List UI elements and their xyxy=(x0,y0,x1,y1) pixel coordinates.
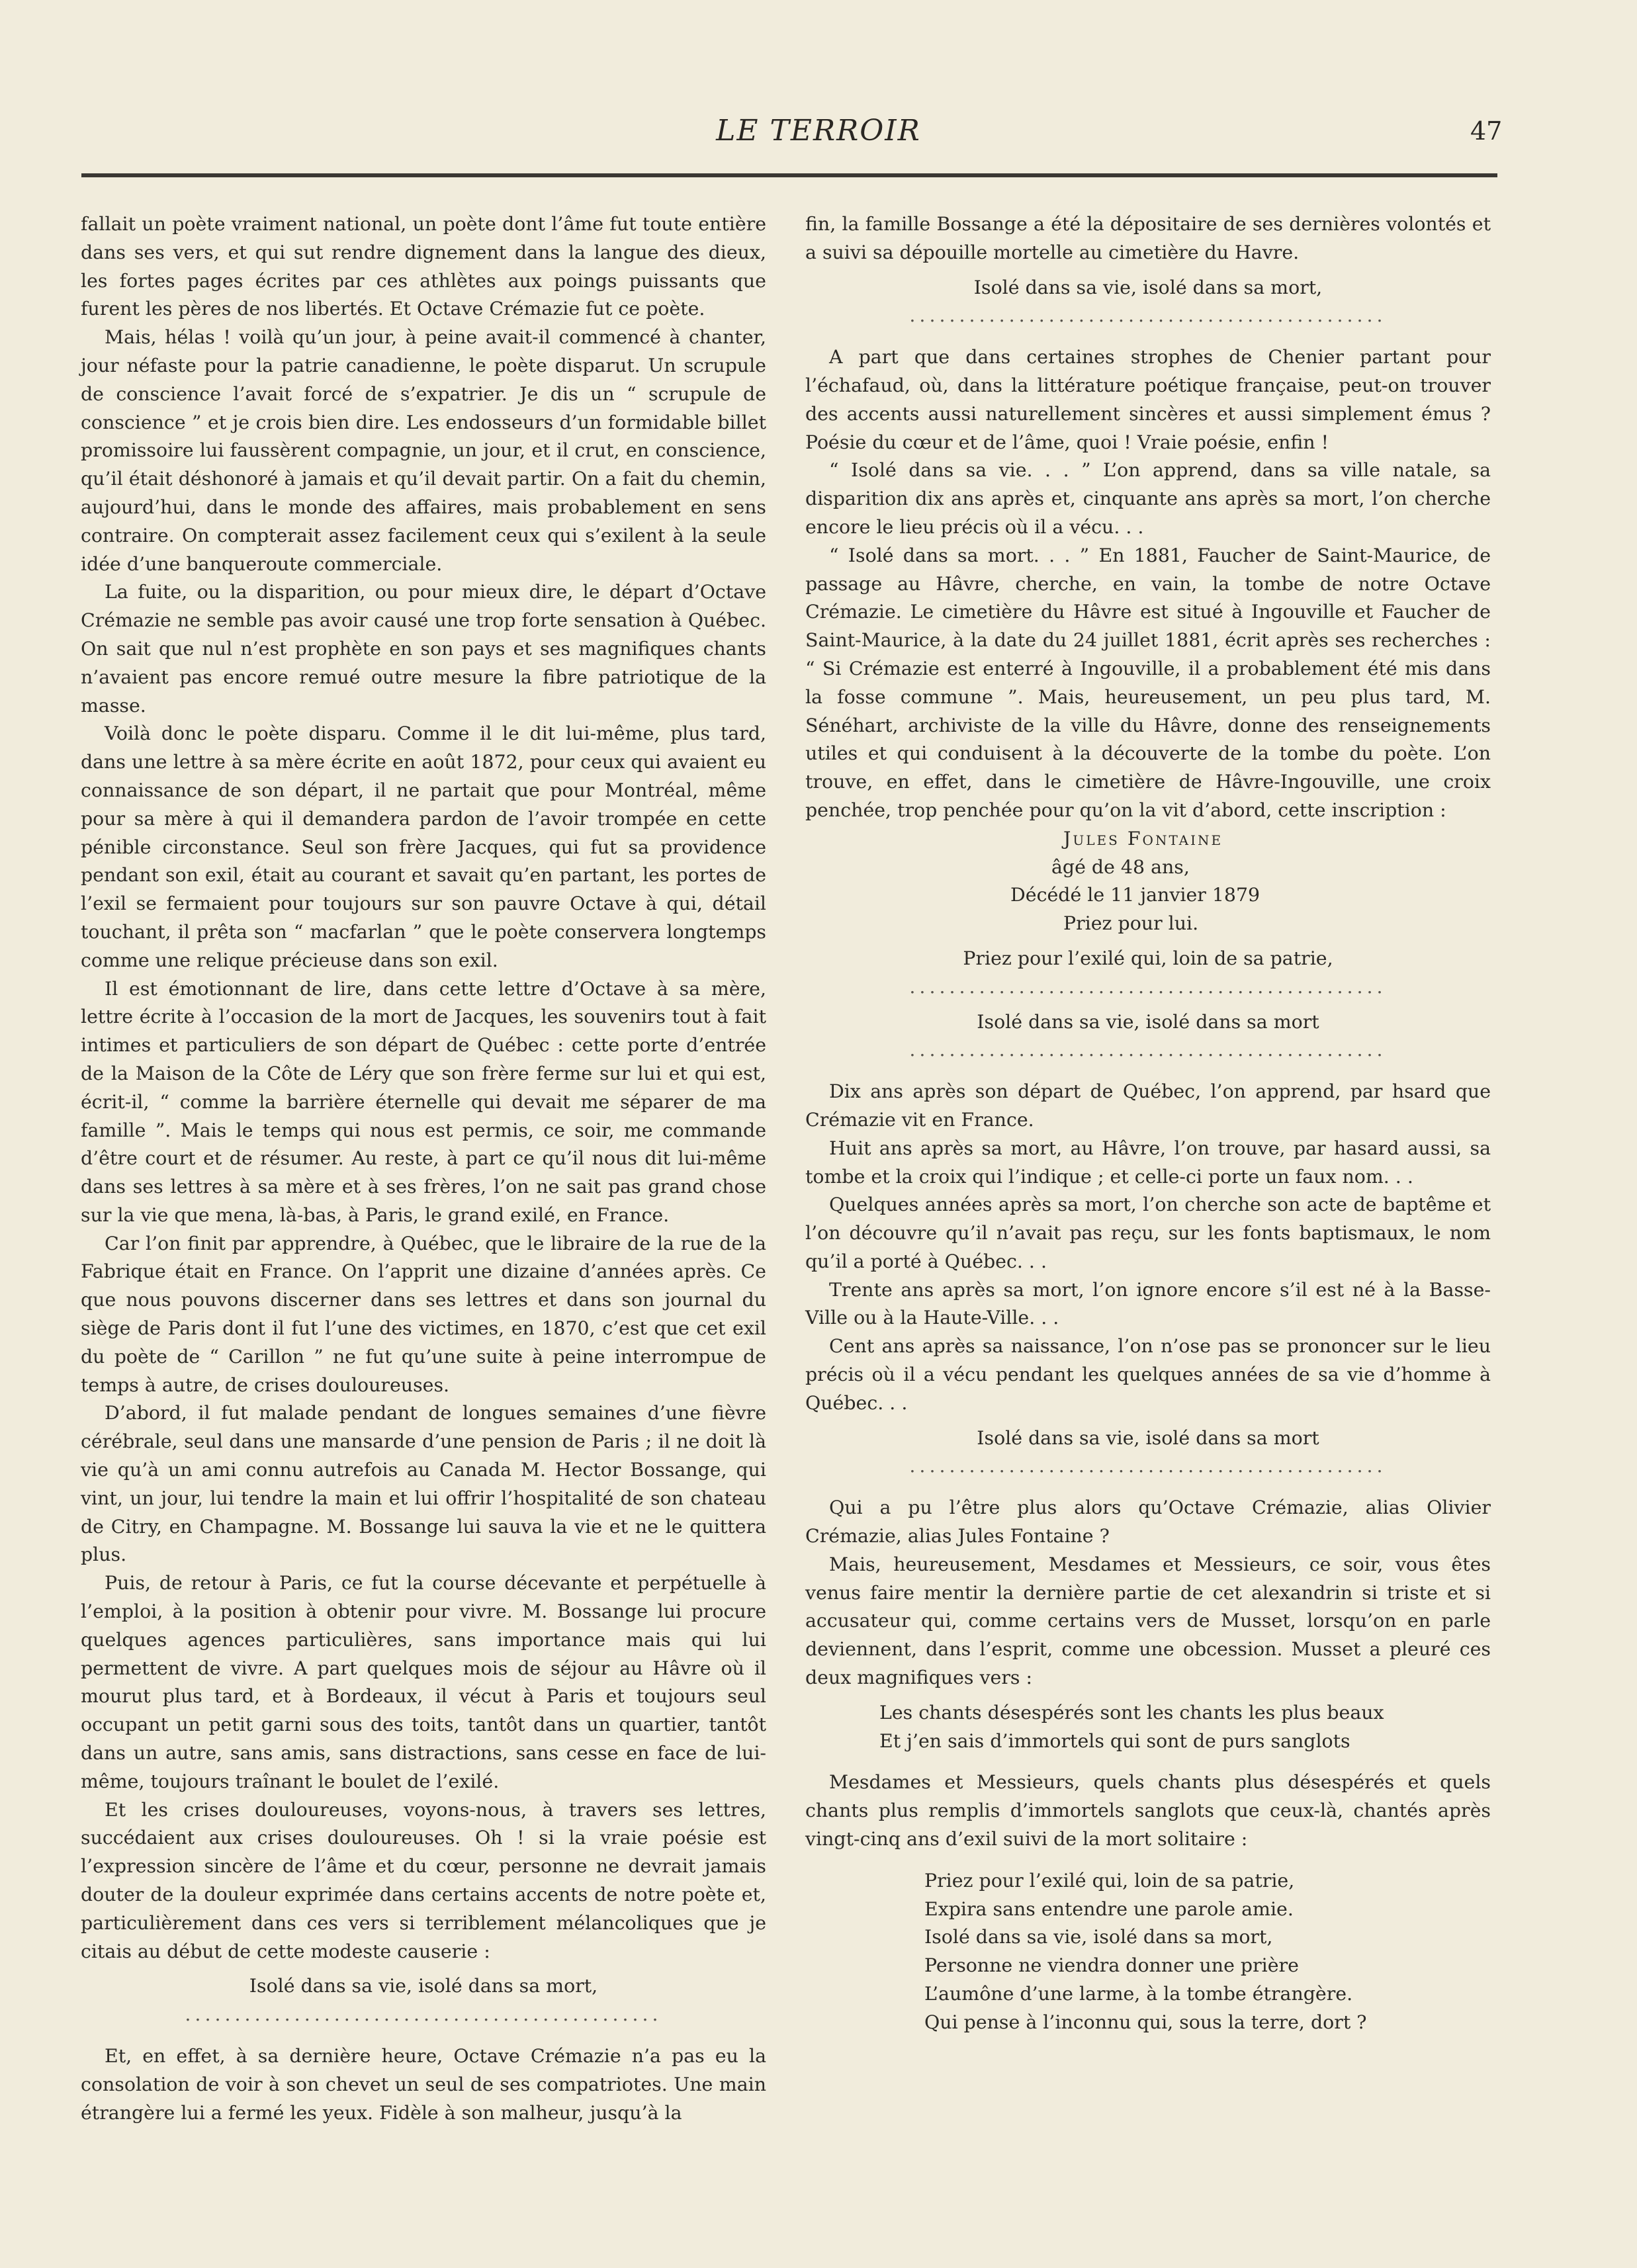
paragraph: Qui a pu l’être plus alors qu’Octave Crémazie, alias Olivier Crémazie, alias Jules Fontaine ? xyxy=(805,1497,1491,1548)
closing-poem xyxy=(805,1867,1491,2037)
poem-line: Personne ne viendra donner une prière xyxy=(924,1954,1299,1977)
inscription-line: Décédé le 11 janvier 1879 xyxy=(1010,884,1261,906)
running-title: LE TERROIR xyxy=(716,114,921,148)
header-rule xyxy=(81,173,1497,177)
paragraph: Et les crises douloureuses, voyons-nous, à travers ses lettres, succédaient aux crises douloureuses. Oh ! si la vraie poésie est l’expression sincère de l’âme et du cœur, personne ne devrait jamais douter de la douleur exprimée dans certains accents de notre poète et, particulièrement dans ces vers si terriblement mélancoliques que je citais au début de cette modeste causerie : xyxy=(81,1798,766,1962)
ellipsis-row: ................................................ xyxy=(909,1455,1387,1477)
paragraph: Car l’on finit par apprendre, à Québec, que le libraire de la rue de la Fabrique était en France. On l’apprit une dizaine d’années après. Ce que nous pouvons discerner dans ses lettres et dans son journal du siège de Paris dont il fut l’une des victimes, en 1870, c’est que cet exil du poète de “ Carillon ” ne fut qu’une suite à peine interrompue de temps à autre, de crises douloureuses. xyxy=(81,1232,766,1396)
poem-line: L’aumône d’une larme, à la tombe étrangère. xyxy=(924,1983,1353,2005)
page-number: 47 xyxy=(1470,116,1503,146)
paragraph: Il est émotionnant de lire, dans cette lettre d’Octave à sa mère, lettre écrite à l’occasion de la mort de Jacques, les souvenirs tout à fait intimes et particuliers de son départ de Québec : cette porte d’entrée de la Maison de la Côte de Léry que son frère ferme sur lui et qui est, écrit-il, “ comme la barrière éternelle qui devait me séparer de ma famille ”. Mais le temps qui nous est permis, ce soir, me commande d’être court et de résumer. Au reste, à part ce qu’il nous dit lui-même dans ses lettres à sa mère et à ses frères, l’on ne sait pas grand chose sur la vie que mena, là-bas, à Paris, le grand exilé, en France. xyxy=(81,977,766,1226)
poem-line: Priez pour l’exilé qui, loin de sa patrie, xyxy=(924,1869,1295,1892)
paragraph: Et, en effet, à sa dernière heure, Octave Crémazie n’a pas eu la consolation de voir à son chevet un seul de ses compatriotes. Une main étrangère lui a fermé les yeux. Fidèle à son malheur, jusqu’à la xyxy=(81,2045,766,2124)
poem-line: Qui pense à l’inconnu qui, sous la terre, dort ? xyxy=(924,2011,1367,2033)
right-column xyxy=(805,210,1491,2037)
inscription-line: Priez pour lui. xyxy=(1063,912,1199,935)
paragraph: fallait un poète vraiment national, un poète dont l’âme fut toute entière dans ses vers, et qui sut rendre dignement dans la langue des dieux, les fortes pages écrites par ces athlètes aux poings puissants que furent les pères de nos libertés. Et Octave Crémazie fut ce poète. xyxy=(81,213,766,320)
ellipsis-row: ................................................ xyxy=(909,1039,1387,1061)
paragraph: A part que dans certaines strophes de Chenier partant pour l’échafaud, où, dans la littérature poétique française, peut-on trouver des accents aussi naturellement sincères et aussi simplement émus ? Poésie du cœur et de l’âme, quoi ! Vraie poésie, enfin ! xyxy=(805,346,1491,453)
paragraph: “ Isolé dans sa mort. . . ” En 1881, Faucher de Saint-Maurice, de passage au Hâvre, cherche, en vain, la tombe de notre Octave Crémazie. Le cimetière du Hâvre est situé à Ingouville et Faucher de Saint-Maurice, à la date du 24 juillet 1881, écrit après ses recherches : “ Si Crémazie est enterré à Ingouville, il a probablement été mis dans la fosse commune ”. Mais, heureusement, un peu plus tard, M. Sénéhart, archiviste de la ville du Hâvre, donne des renseignements utiles et qui conduisent à la découverte de la tombe du poète. L’on trouve, en effet, dans le cimetière de Hâvre-Ingouville, une croix penchée, trop penchée pour qu’on la vit d’abord, cette inscription : xyxy=(805,544,1491,821)
verse-line: Les chants désespérés sont les chants les plus beaux xyxy=(879,1701,1384,1723)
paragraph: Mais, heureusement, Mesdames et Messieurs, ce soir, vous êtes venus faire mentir la dernière partie de cet alexandrin si triste et si accusateur qui, comme certains vers de Musset, lorsqu’on en parle deviennent, dans l’esprit, comme une obcession. Musset a pleuré ces deux magnifiques vers : xyxy=(805,1553,1491,1689)
poem-line: Expira sans entendre une parole amie. xyxy=(924,1897,1294,1920)
paragraph: Huit ans après sa mort, au Hâvre, l’on trouve, par hasard aussi, sa tombe et la croix qui l’indique ; et celle-ci porte un faux nom. . . xyxy=(805,1137,1491,1188)
ellipsis-row: ................................................ xyxy=(185,2003,662,2026)
paragraph: Puis, de retour à Paris, ce fut la course décevante et perpétuelle à l’emploi, à la position à obtenir pour vivre. M. Bossange lui procure quelques agences particulières, sans importance mais qui lui permettent de vivre. A part quelques mois de séjour au Hâvre où il mourut plus tard, et à Bordeaux, il vécut à Paris et toujours seul occupant un petit garni sous des toits, tantôt dans un quartier, tantôt dans un autre, sans amis, sans distractions, sans cesse en face de lui-même, toujours traînant le boulet de l’exilé. xyxy=(81,1572,766,1792)
ellipsis-row: ................................................ xyxy=(909,975,1387,998)
verse-line: Isolé dans sa vie, isolé dans sa mort xyxy=(977,1010,1319,1033)
poem-line: Isolé dans sa vie, isolé dans sa mort, xyxy=(924,1926,1273,1948)
verse-line: Isolé dans sa vie, isolé dans sa mort xyxy=(977,1426,1319,1449)
paragraph: Dix ans après son départ de Québec, l’on apprend, par hsard que Crémazie vit en France. xyxy=(805,1080,1491,1131)
tomb-inscription xyxy=(805,825,1491,938)
inscription-name: Jules Fontaine xyxy=(1063,827,1223,850)
inscription-line: âgé de 48 ans, xyxy=(1051,855,1190,878)
musset-couplet xyxy=(805,1699,1491,1756)
paragraph: Mais, hélas ! voilà qu’un jour, à peine avait-il commencé à chanter, jour néfaste pour la patrie canadienne, le poète disparut. Un scrupule de conscience l’avait forcé de s’expatrier. Je dis un “ scrupule de conscience ” et je crois bien dire. Les endosseurs d’un formidable billet promissoire lui faussèrent compagnie, un jour, et il crut, en conscience, qu’il était déshonoré à jamais et qu’il devait partir. On a fait du chemin, aujourd’hui, dans le monde des affaires, mais probablement en sens contraire. On compterait assez facilement ceux qui s’exilent à la seule idée d’une banqueroute commerciale. xyxy=(81,326,766,575)
paragraph: Mesdames et Messieurs, quels chants plus désespérés et quels chants plus remplis d’immortels sanglots que ceux-là, chantés après vingt-cinq ans d’exil suivi de la mort solitaire : xyxy=(805,1771,1491,1851)
paragraph: D’abord, il fut malade pendant de longues semaines d’une fièvre cérébrale, seul dans une mansarde d’une pension de Paris ; il ne doit là vie qu’à un ami connu autrefois au Canada M. Hector Bossange, qui vint, un jour, lui tendre la main et lui offrir l’hospitalité de son chateau de Citry, en Champagne. M. Bossange lui sauva la vie et ne le quittera plus. xyxy=(81,1402,766,1566)
paragraph: fin, la famille Bossange a été la dépositaire de ses dernières volontés et a suivi sa dépouille mortelle au cimetière du Havre. xyxy=(805,213,1491,263)
verse-line: Isolé dans sa vie, isolé dans sa mort, xyxy=(249,1975,598,1997)
paragraph: La fuite, ou la disparition, ou pour mieux dire, le départ d’Octave Crémazie ne semble pas avoir causé une trop forte sensation à Québec. On sait que nul n’est prophète en son pays et ses magnifiques chants n’avaient pas encore remué outre mesure la fibre patriotique de la masse. xyxy=(81,581,766,717)
paragraph: Cent ans après sa naissance, l’on n’ose pas se prononcer sur le lieu précis où il a vécu pendant les quelques années de sa vie d’homme à Québec. . . xyxy=(805,1335,1491,1414)
verse-line: Isolé dans sa vie, isolé dans sa mort, xyxy=(973,276,1323,298)
left-column xyxy=(81,210,766,2127)
paragraph: Quelques années après sa mort, l’on cherche son acte de baptême et l’on découvre qu’il n’avait pas reçu, sur les fonts baptismaux, le nom qu’il a porté à Québec. . . xyxy=(805,1194,1491,1272)
paragraph: “ Isolé dans sa vie. . . ” L’on apprend, dans sa ville natale, sa disparition dix ans après et, cinquante ans après sa mort, l’on cherche encore le lieu précis où il a vécu. . . xyxy=(805,459,1491,538)
ellipsis-row: ................................................ xyxy=(909,304,1387,327)
verse-line: Priez pour l’exilé qui, loin de sa patrie, xyxy=(963,947,1333,969)
paragraph: Voilà donc le poète disparu. Comme il le dit lui-même, plus tard, dans une lettre à sa mère écrite en août 1872, pour ceux qui avaient eu connaissance de son départ, il ne partait que pour Montréal, même pour sa mère à qui il demandera pardon de l’avoir trompée en cette pénible circonstance. Seul son frère Jacques, qui fut sa providence pendant son exil, était au courant et savait qu’en partant, les portes de l’exil se fermaient pour toujours sur son pauvre Octave à qui, détail touchant, il prêta son “ macfarlan ” que le poète conservera longtemps comme une relique précieuse dans son exil. xyxy=(81,722,766,971)
verse-line: Et j’en sais d’immortels qui sont de purs sanglots xyxy=(879,1729,1350,1752)
paragraph: Trente ans après sa mort, l’on ignore encore s’il est né à la Basse-Ville ou à la Haute-Ville. . . xyxy=(805,1278,1491,1329)
